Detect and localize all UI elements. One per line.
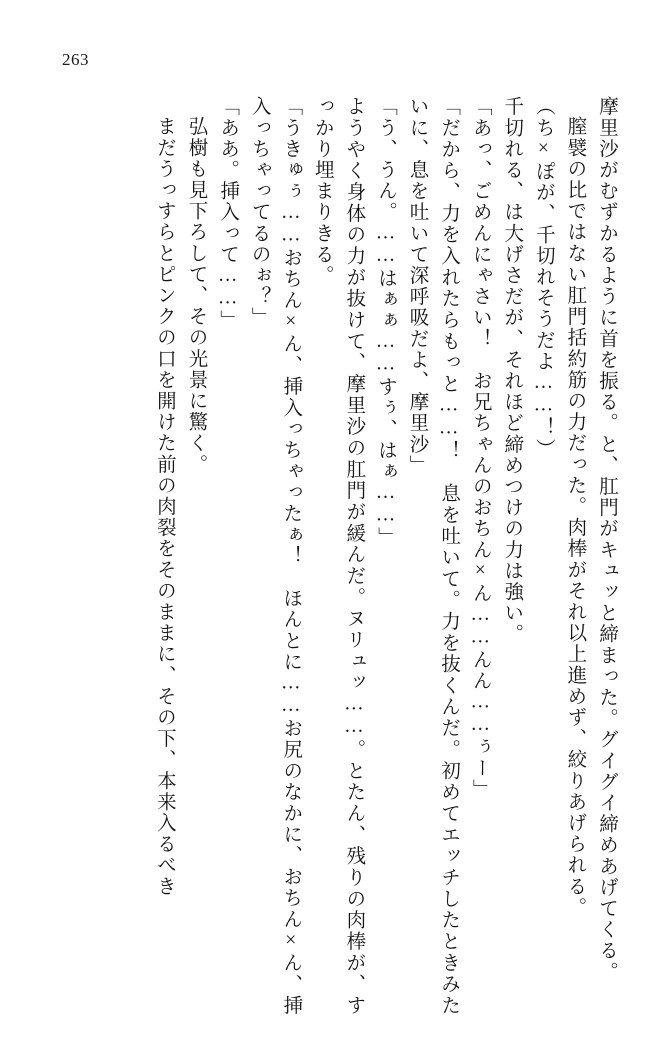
paragraph: 千切れる、は大げさだが、それほど締めつけの力は強い。 — [501, 96, 523, 645]
paragraph: まだうっすらとピンクの口を開けた前の肉裂をそのままに、その下、本来入るべき — [153, 116, 175, 897]
paragraph: 膣襞の比ではない肛門括約筋の力だった。肉棒がそれ以上進めず、絞りあげられる。 — [564, 116, 586, 918]
paragraph: 弘樹も見下ろして、その光景に驚く。 — [185, 116, 207, 475]
paragraph: 「だから、力を入れたらもっと……！ 息を吐いて。力を抜くんだ。初めてエッチしたときみたいに、息を吐いて深呼吸だよ、摩里沙」 — [406, 96, 460, 1016]
paragraph: 「う、うん。……はぁぁ……すぅ、はぁ……」 — [374, 96, 396, 549]
page-number: 263 — [62, 50, 89, 69]
paragraph: （ち×ぽが、千切れそうだよ……！） — [532, 96, 554, 460]
page-text-body — [42, 96, 622, 1016]
paragraph: 摩里沙がむずかるように首を振る。と、肛門がキュッと締まった。グイグイ締めあげてくる。 — [596, 96, 617, 983]
paragraph: 「ああ。挿入って……」 — [217, 96, 239, 332]
paragraph: 「あっ、ごめんにゃさい！ お兄ちゃんのおちん×ん……んん……ぅー」 — [469, 96, 491, 800]
paragraph: 「うきゅぅ……おちん×ん、挿入っちゃったぁ！ ほんとに……お尻のなかに、おちん×ん、挿入っちゃってるのぉ？」 — [248, 96, 302, 1016]
paragraph: ようやく身体の力が抜けて、摩里沙の肛門が緩んだ。ヌリュッ……。とたん、残りの肉棒が、すっかり埋まりきる。 — [311, 96, 365, 1016]
